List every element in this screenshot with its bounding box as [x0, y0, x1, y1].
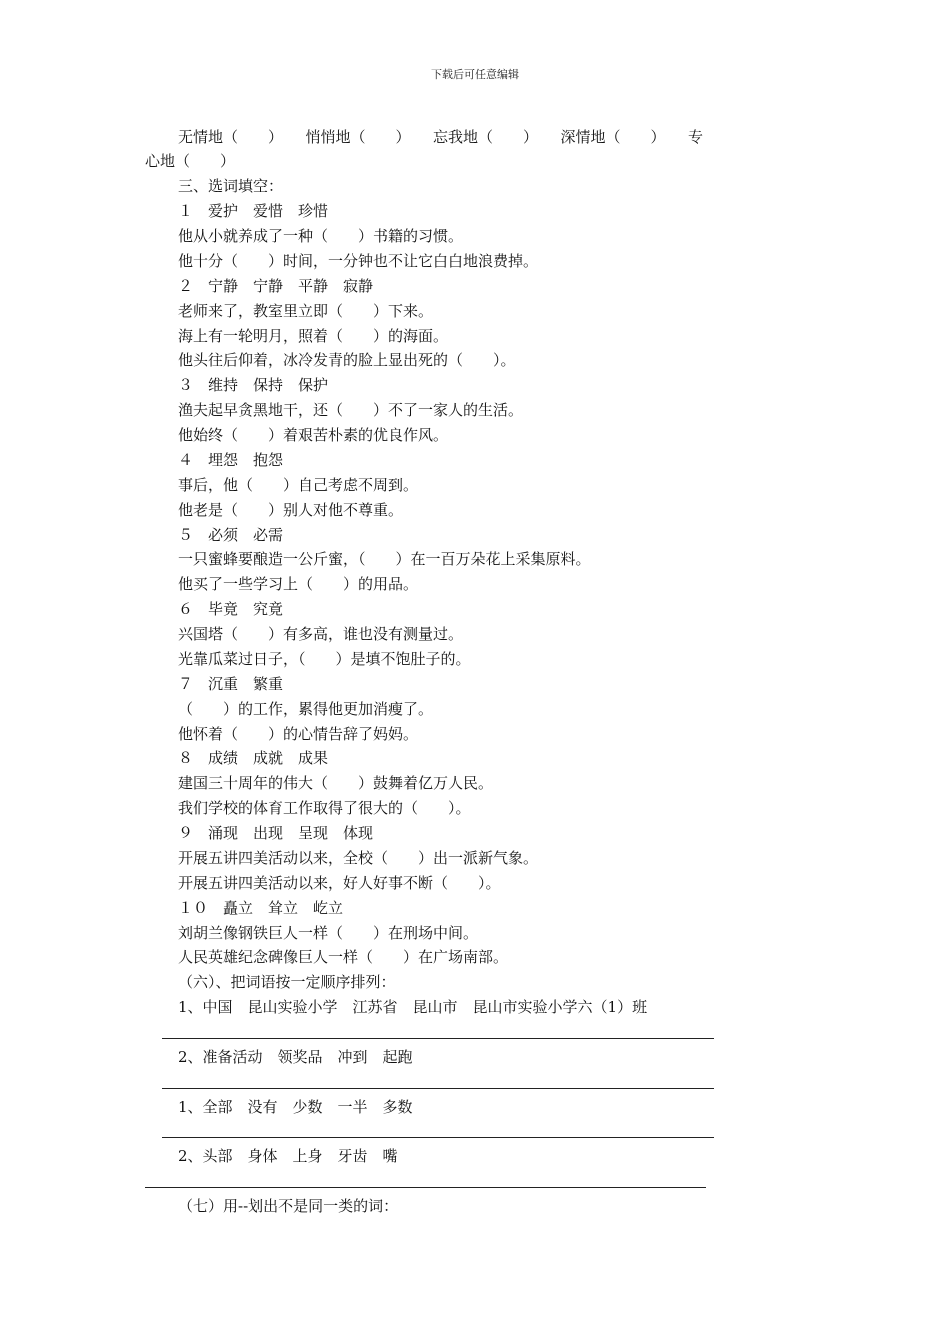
word-group: ４ 埋怨 抱怨 — [178, 451, 284, 469]
word-group: ２ 宁静 宁静 平静 寂静 — [178, 277, 374, 295]
text-line: 渔夫起早贪黑地干，还（ ）不了一家人的生活。 — [178, 401, 524, 419]
section-heading: （七）用--划出不是同一类的词： — [178, 1197, 399, 1215]
word-group: ９ 涌现 出现 呈现 体现 — [178, 824, 374, 842]
word-group: ６ 毕竟 究竟 — [178, 600, 284, 618]
word-group: ７ 沉重 繁重 — [178, 675, 284, 693]
text-line: 他从小就养成了一种（ ）书籍的习惯。 — [178, 227, 464, 245]
text-line: 我们学校的体育工作取得了很大的（ ）。 — [178, 799, 471, 817]
ordering-item: 2、头部 身体 上身 牙齿 嘴 — [178, 1147, 398, 1165]
answer-line — [162, 1137, 714, 1138]
text-line: 无情地（ ） 悄悄地（ ） 忘我地（ ） 深情地（ ） 专 — [178, 128, 704, 146]
text-line: 海上有一轮明月，照着（ ）的海面。 — [178, 327, 449, 345]
page-header-note: 下载后可任意编辑 — [431, 68, 519, 81]
answer-line — [145, 1187, 706, 1188]
text-line: 光靠瓜菜过日子，（ ）是填不饱肚子的。 — [178, 650, 471, 668]
text-line: 他买了一些学习上（ ）的用品。 — [178, 575, 419, 593]
answer-line — [162, 1088, 714, 1089]
ordering-item: 2、准备活动 领奖品 冲到 起跑 — [178, 1048, 413, 1066]
word-group: １０ 矗立 耸立 屹立 — [178, 899, 344, 917]
text-line: 开展五讲四美活动以来，全校（ ）出一派新气象。 — [178, 849, 539, 867]
section-heading: （六）、把词语按一定顺序排列： — [178, 973, 396, 991]
text-line: 一只蜜蜂要酿造一公斤蜜，（ ）在一百万朵花上采集原料。 — [178, 550, 591, 568]
text-line: 事后，他（ ）自己考虑不周到。 — [178, 476, 419, 494]
word-group: １ 爱护 爱惜 珍惜 — [178, 202, 329, 220]
text-line: 他头往后仰着，冰冷发青的脸上显出死的（ ）。 — [178, 351, 516, 369]
text-line: 心地（ ） — [145, 152, 236, 170]
answer-line — [162, 1038, 714, 1039]
word-group: ３ 维持 保持 保护 — [178, 376, 329, 394]
text-line: 他始终（ ）着艰苦朴素的优良作风。 — [178, 426, 449, 444]
text-line: 他十分（ ）时间，一分钟也不让它白白地浪费掉。 — [178, 252, 539, 270]
text-line: 兴国塔（ ）有多高，谁也没有测量过。 — [178, 625, 464, 643]
word-group: ８ 成绩 成就 成果 — [178, 749, 329, 767]
text-line: 人民英雄纪念碑像巨人一样（ ）在广场南部。 — [178, 948, 509, 966]
ordering-item: 1、全部 没有 少数 一半 多数 — [178, 1098, 413, 1116]
text-line: 他老是（ ）别人对他不尊重。 — [178, 501, 404, 519]
text-line: 他怀着（ ）的心情告辞了妈妈。 — [178, 725, 419, 743]
text-line: 开展五讲四美活动以来，好人好事不断（ ）。 — [178, 874, 501, 892]
text-line: 建国三十周年的伟大（ ）鼓舞着亿万人民。 — [178, 774, 494, 792]
text-line: （ ）的工作，累得他更加消瘦了。 — [178, 700, 434, 718]
text-line: 刘胡兰像钢铁巨人一样（ ）在刑场中间。 — [178, 924, 479, 942]
word-group: ５ 必须 必需 — [178, 526, 284, 544]
text-line: 老师来了，教室里立即（ ）下来。 — [178, 302, 434, 320]
ordering-item: 1、中国 昆山实验小学 江苏省 昆山市 昆山市实验小学六（1）班 — [178, 998, 648, 1016]
section-heading: 三、选词填空： — [178, 177, 284, 195]
